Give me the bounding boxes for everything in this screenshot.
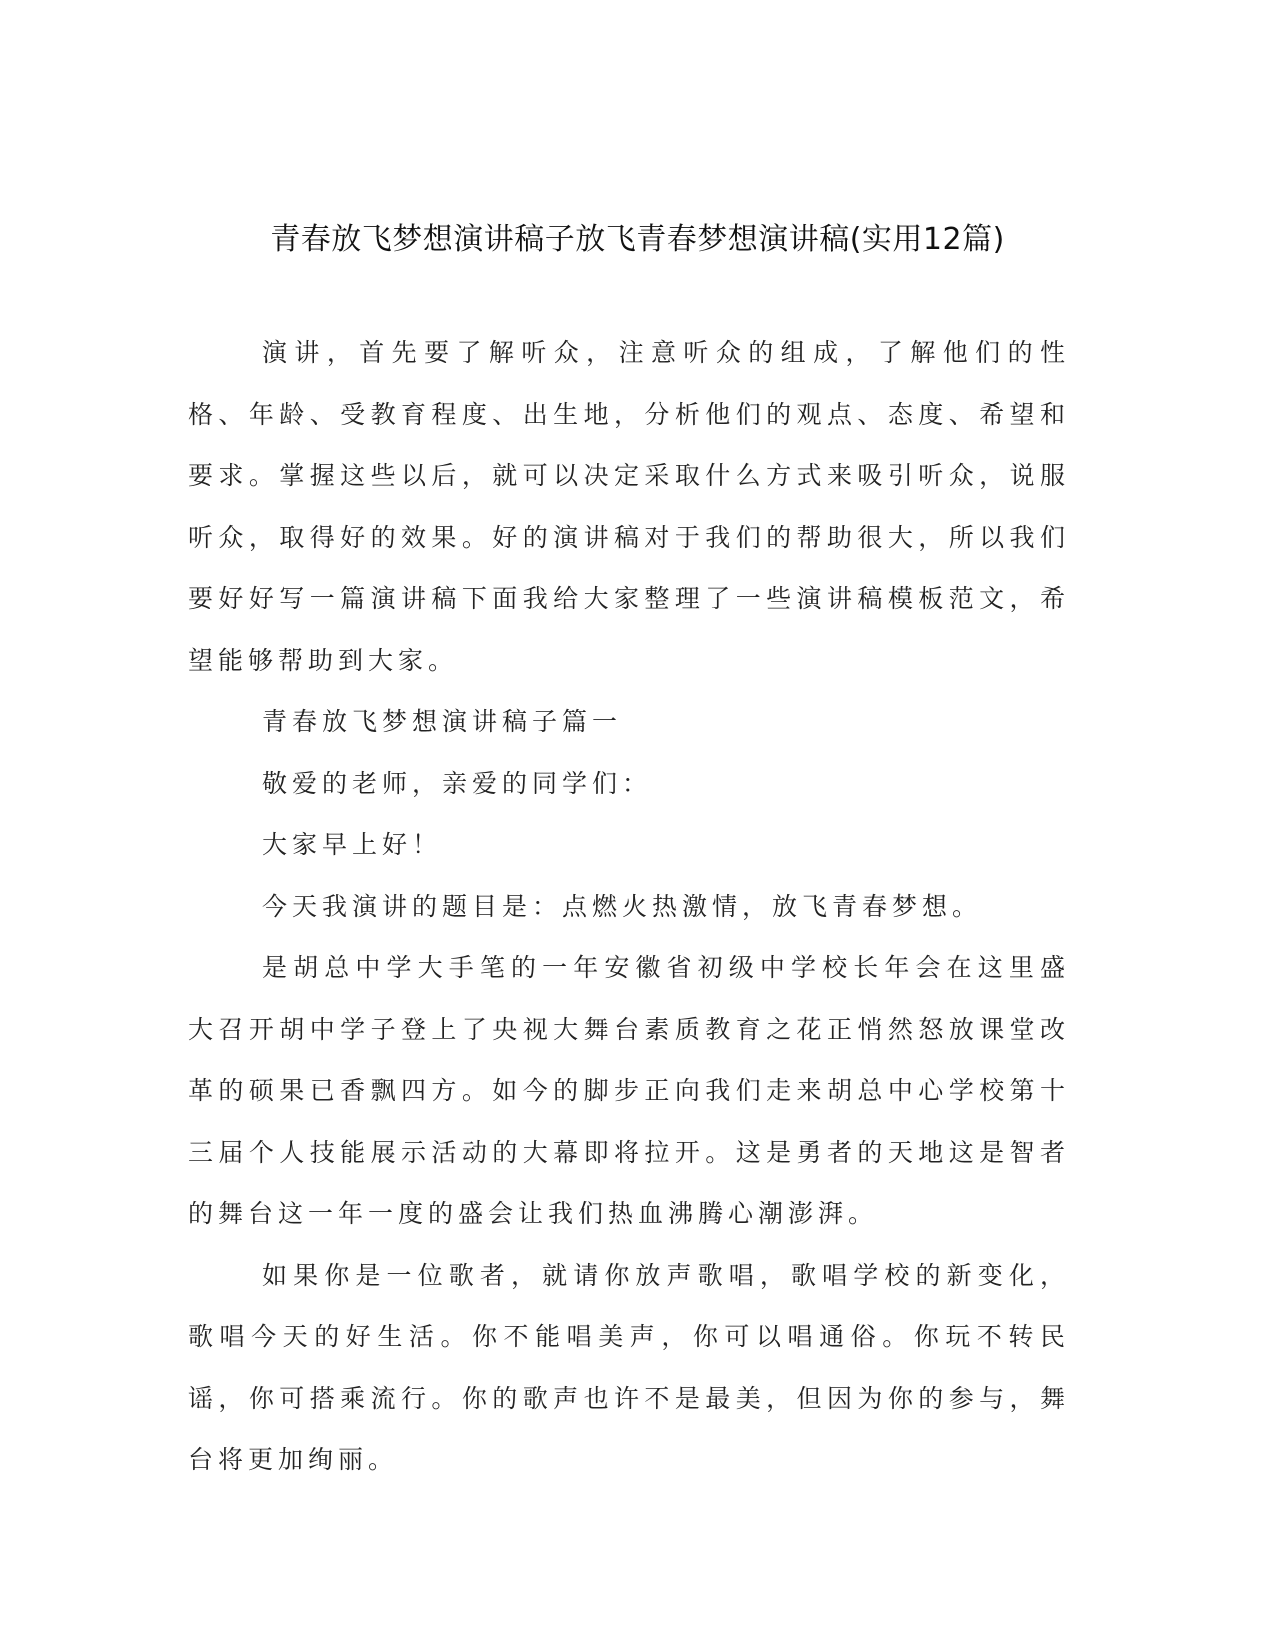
paragraph-body: 是胡总中学大手笔的一年安徽省初级中学校长年会在这里盛大召开胡中学子登上了央视大舞台素质教育之花正悄然怒放课堂改革的硕果已香飘四方。如今的脚步正向我们走来胡总中心学校第十三届个人技能展示活动的大幕即将拉开。这是勇者的天地这是智者的舞台这一年一度的盛会让我们热血沸腾心潮澎湃。 bbox=[188, 953, 1070, 1228]
document-body bbox=[188, 322, 1070, 1491]
speech-topic: 今天我演讲的题目是：点燃火热激情，放飞青春梦想。 bbox=[262, 891, 983, 921]
paragraph-intro: 演讲，首先要了解听众，注意听众的组成，了解他们的性格、年龄、受教育程度、出生地，分析他们的观点、态度、希望和要求。掌握这些以后，就可以决定采取什么方式来吸引听众，说服听众，取得好的效果。好的演讲稿对于我们的帮助很大，所以我们要好好写一篇演讲稿下面我给大家整理了一些演讲稿模板范文，希望能够帮助到大家。 bbox=[188, 338, 1070, 675]
greeting: 大家早上好！ bbox=[262, 830, 443, 859]
document-title: 青春放飞梦想演讲稿子放飞青春梦想演讲稿(实用12篇) bbox=[270, 222, 1005, 257]
section-heading: 青春放飞梦想演讲稿子篇一 bbox=[262, 707, 623, 736]
salutation: 敬爱的老师，亲爱的同学们： bbox=[262, 768, 653, 798]
paragraph-body: 如果你是一位歌者，就请你放声歌唱，歌唱学校的新变化，歌唱今天的好生活。你不能唱美声，你可以唱通俗。你玩不转民谣，你可搭乘流行。你的歌声也许不是最美，但因为你的参与，舞台将更加绚丽。 bbox=[188, 1260, 1070, 1474]
